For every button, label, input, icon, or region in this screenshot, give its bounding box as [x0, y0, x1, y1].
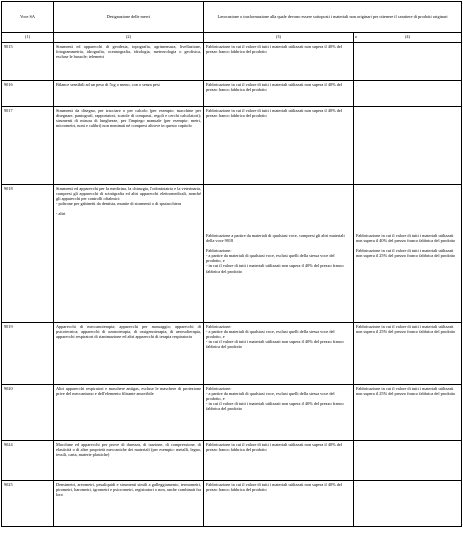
row-description: Strumenti da disegno, per tracciare o per calcolo (per esempio: macchine per disegnare, pantografi, rapportatori, scatole di compassi, regoli e cerchi calcolatori); strumenti di misura di lunghezze, per l'impiego manuale (per esempio: metri, micrometri, noni e calibri) non nominati né compresi altrove in questo capitolo [54, 107, 204, 185]
row-rule-col4: Fabbricazione in cui il valore di tutti i materiali utilizzati non supera il 25% del prezzo franco fabbrica del prodotto [354, 323, 462, 385]
row-rule-col3-cell [204, 385, 354, 441]
table-row [2, 385, 462, 441]
row-rule-col4 [354, 441, 462, 481]
table-row [2, 323, 462, 385]
rules-table [1, 1, 462, 527]
row-rule-col3-cell [204, 323, 354, 385]
rule-col3-intro: Fabbricazione: [206, 324, 232, 329]
rule-col3-a: - a partire da materiali di qualsiasi voce, esclusi quelli della stessa voce del prodotto, e [206, 329, 335, 340]
row-code: 9019 [2, 323, 54, 385]
row-code: 9015 [2, 43, 54, 81]
table-row [2, 107, 462, 185]
sub-description-2: - altri [56, 211, 66, 217]
header-lavorazione: Lavorazione o trasformazione alla quale devono essere sottoposti i materiali non originari per ottenere il carattere di prodotti originari [204, 2, 462, 33]
row-rule-col4 [354, 107, 462, 185]
table-row [2, 185, 462, 323]
sub-rule-col3-2-a: - a partire da materiali di qualsiasi voce, esclusi quelli della stessa voce del prodotto, e [206, 253, 335, 264]
row-rule-col3: Fabbricazione in cui il valore di tutti i materiali utilizzati non supera il 40% del prezzo franco fabbrica del prodotto [204, 441, 354, 481]
col-num-4: (4) [354, 33, 462, 43]
rule-col3-intro: Fabbricazione: [206, 386, 232, 391]
sub-description-1: - poltrone per gabinetti da dentista, munite di strumenti o di sputacchiera [56, 201, 182, 207]
row-rule-col3: Fabbricazione in cui il valore di tutti i materiali utilizzati non supera il 40% del prezzo franco fabbrica del prodotto [204, 81, 354, 107]
row-description: Strumenti ed apparecchi di geodesia, topografia, agrimensura, livellazione, fotogrammetria, idrografia, oceanografia, idrologia, meteorologia o geofisica, escluse le bussole; telemetri [54, 43, 204, 81]
row-description: Bilance sensibili ad un peso di 5cg o meno, con o senza pesi [54, 81, 204, 107]
rule-col3-b: - in cui il valore di tutti i materiali utilizzati non supera il 40% del prezzo franco fabbrica del prodotto [206, 339, 344, 350]
row-code: 9024 [2, 441, 54, 481]
row-description: Strumenti ed apparecchi per la medicina, la chirurgia, l'odontoiatria e la veterinaria, compresi gli apparecchi di scintigrafia ed altri apparecchi elettromedicali, nonché gli apparecchi per controlli oftalmici: [56, 186, 201, 202]
col-num-3-cell [204, 33, 357, 43]
row-code: 9016 [2, 81, 54, 107]
row-rule-col4: Fabbricazione in cui il valore di tutti i materiali utilizzati non supera il 25% del prezzo franco fabbrica del prodotto [354, 385, 462, 441]
row-rule-col3-cell [204, 185, 354, 323]
row-rule-col3: Fabbricazione in cui il valore di tutti i materiali utilizzati non supera il 40% del prezzo franco fabbrica del prodotto [204, 43, 354, 81]
row-rule-col4 [354, 43, 462, 81]
table-row [2, 81, 462, 107]
rule-col3-b: - in cui il valore di tutti i materiali utilizzati non supera il 40% del prezzo franco fabbrica del prodotto [206, 401, 344, 412]
row-rule-col3: Fabbricazione in cui il valore di tutti i materiali utilizzati non supera il 40% del prezzo franco fabbrica del prodotto [204, 107, 354, 185]
column-number-row [2, 33, 462, 43]
sub-rule-col3-2-b: - in cui il valore di tutti i materiali utilizzati non supera il 40% del prezzo franco fabbrica del prodotto [206, 263, 344, 274]
row-code: 9025 [2, 481, 54, 527]
row-code: 9018 [2, 185, 54, 323]
header-designazione: Designazione delle merci [54, 2, 204, 33]
sub-rule-col3-1: Fabbricazione a partire da materiali di qualsiasi voce, compresi gli altri materiali della voce 9018 [206, 233, 345, 244]
row-description-cell [54, 185, 204, 323]
table-row [2, 481, 462, 527]
row-code: 9020 [2, 385, 54, 441]
row-code: 9017 [2, 107, 54, 185]
col-num-1: (1) [2, 33, 54, 43]
table-row [2, 43, 462, 81]
sub-rule-col4-1: Fabbricazione in cui il valore di tutti i materiali utilizzati non supera il 40% del prezzo franco fabbrica del prodotto [356, 233, 456, 244]
row-description: Altri apparecchi respiratori e maschere antigas, escluse le maschere di protezione prive del meccanismo e dell'elemento filtrante amovibile [54, 385, 204, 441]
sub-rule-col3-2-intro: Fabbricazione: [206, 248, 232, 254]
table-row [2, 441, 462, 481]
rule-col3-a: - a partire da materiali di qualsiasi voce, esclusi quelli della stessa voce del prodotto, e [206, 391, 335, 402]
row-description: Apparecchi di meccanoterapia; apparecchi per massaggio; apparecchi di psicotecnica; apparecchi di ozonoterapia, di ossigenoterapia, di aerosolterapia, apparecchi respiratori di rianimazione ed altri apparecchi di terapia respiratoria [54, 323, 204, 385]
col-num-3: (3) [275, 34, 281, 39]
header-voce: Voce SA [2, 2, 54, 33]
header-row [2, 2, 462, 33]
row-rule-col4 [354, 81, 462, 107]
row-rule-col4-cell [354, 185, 462, 323]
row-rule-col4 [354, 481, 462, 527]
sub-rule-col4-2: Fabbricazione in cui il valore di tutti i materiali utilizzati non supera il 25% del prezzo franco fabbrica del prodotto [356, 248, 456, 259]
row-rule-col3: Fabbricazione in cui il valore di tutti i materiali utilizzati non supera il 40% del prezzo franco fabbrica del prodotto [204, 481, 354, 527]
col-num-or: o [354, 34, 357, 39]
col-num-2: (2) [54, 33, 204, 43]
row-description: Macchine ed apparecchi per prove di durezza, di trazione, di compressione, di elasticità o di altre proprietà meccaniche dei materiali (per esempio: metalli, legno, tessili, carta, materie plastiche) [54, 441, 204, 481]
row-description: Densimetri, areometri, pesaliquidi e strumenti simili a galleggiamento, termometri, pirometri, barometri, igrometri e psicrometri, registratori o non, anche combinati fra loro [54, 481, 204, 527]
